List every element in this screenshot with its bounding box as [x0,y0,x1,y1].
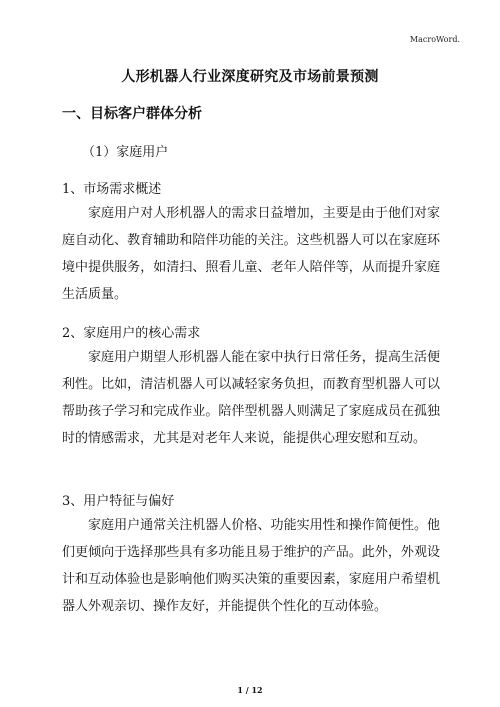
section-heading: 一、目标客户群体分析 [62,106,202,122]
subsection-heading: （1）家庭用户 [82,145,169,160]
page-number: 1 / 12 [237,685,263,695]
document-title: 人形机器人行业深度研究及市场前景预测 [121,69,379,85]
item-paragraph-1: 家庭用户对人形机器人的需求日益增加，主要是由于他们对家庭自动化、教育辅助和陪伴功能的关注。这些机器人可以在家庭环境中提供服务，如清扫、照看儿童、老年人陪伴等，从而提升家庭生活质量。 [62,206,440,302]
item-paragraph-2: 家庭用户期望人形机器人能在家中执行日常任务，提高生活便利性。比如，清洁机器人可以减轻家务负担，而教育型机器人可以帮助孩子学习和完成作业。陪伴型机器人则满足了家庭成员在孤独时的情感需求，尤其是对老年人来说，能提供心理安慰和互动。 [62,350,440,446]
item-heading-2: 2、家庭用户的核心需求 [62,326,201,341]
item-heading-3: 3、用户特征与偏好 [62,494,175,509]
item-paragraph-3: 家庭用户通常关注机器人价格、功能实用性和操作简便性。他们更倾向于选择那些具有多功能且易于维护的产品。此外，外观设计和互动体验也是影响他们购买决策的重要因素，家庭用户希望机器人外观亲切、操作友好，并能提供个性化的互动体验。 [62,518,440,614]
header-brand: MacroWord. [409,35,460,44]
item-heading-1: 1、市场需求概述 [62,182,162,197]
